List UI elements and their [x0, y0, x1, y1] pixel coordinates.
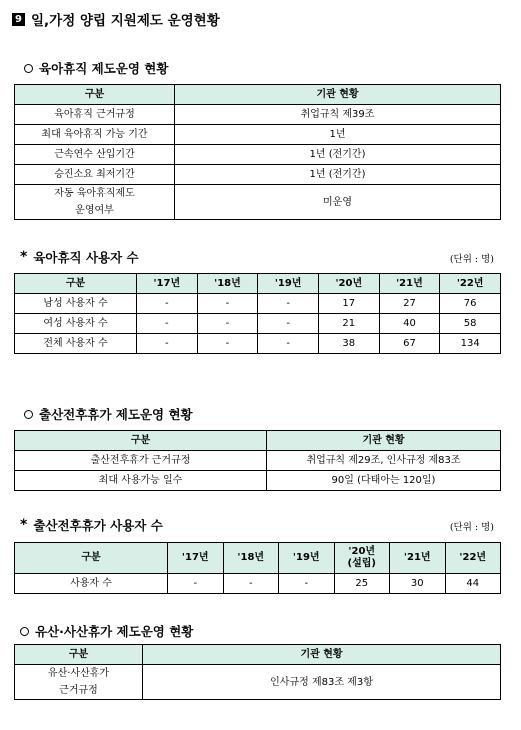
table-cell: - [223, 574, 279, 594]
table-cell: 최대 육아휴직 가능 기간 [15, 125, 175, 145]
table-cell: 최대 사용가능 일수 [15, 471, 267, 491]
table-cell: 남성 사용자 수 [15, 294, 137, 314]
maternity-leave-users-heading [20, 516, 163, 534]
table-cell: - [258, 314, 319, 334]
table-cell: 134 [440, 334, 501, 354]
parental-leave-users-heading [20, 248, 139, 266]
column-header: 구분 [15, 431, 267, 451]
table-header-row [15, 543, 501, 574]
table-cell: 38 [318, 334, 379, 354]
section-heading-text: 출산전후휴가 제도운영 현황 [39, 407, 193, 422]
table-row [15, 105, 501, 125]
table-cell: 유산·사산휴가 근거규정 [15, 665, 143, 700]
table-cell: 취업규칙 제29조, 인사규정 제83조 [267, 451, 501, 471]
table-cell: 근속연수 산입기간 [15, 145, 175, 165]
circle-bullet-icon [24, 64, 33, 73]
table-cell: 전체 사용자 수 [15, 334, 137, 354]
parental-leave-policy-table [14, 84, 501, 220]
table-cell: 1년 [175, 125, 501, 145]
column-header: 기관 현황 [267, 431, 501, 451]
table-cell: 육아휴직 근거규정 [15, 105, 175, 125]
table-cell: - [137, 294, 198, 314]
table-cell: - [279, 574, 335, 594]
asterisk-bullet-icon: * [20, 517, 28, 533]
table-cell: 출산전후휴가 근거규정 [15, 451, 267, 471]
column-header: '20년 [318, 274, 379, 294]
table-row [15, 574, 501, 594]
column-header: '18년 [223, 543, 279, 574]
table-cell: 사용자 수 [15, 574, 168, 594]
circle-bullet-icon [24, 410, 33, 419]
column-header: '21년 [379, 274, 440, 294]
unit-label: (단위 : 명) [449, 522, 494, 533]
table-cell: 40 [379, 314, 440, 334]
asterisk-bullet-icon: * [20, 249, 28, 265]
section-heading-text: 육아휴직 제도운영 현황 [39, 61, 169, 76]
column-header: 구분 [15, 274, 137, 294]
table-row [15, 334, 501, 354]
table-row [15, 165, 501, 185]
maternity-leave-users-table [14, 542, 501, 594]
column-header: 기관 현황 [143, 645, 501, 665]
table-cell: - [137, 334, 198, 354]
column-header: '19년 [279, 543, 335, 574]
page-title-text: 일,가정 양립 지원제도 운영현황 [31, 13, 220, 29]
column-header: 구분 [15, 543, 168, 574]
parental-leave-users-table [14, 273, 501, 354]
section-heading-text: 출산전후휴가 사용자 수 [33, 518, 163, 533]
parental-leave-policy-heading [24, 59, 168, 77]
table-cell: 1년 (전기간) [175, 165, 501, 185]
column-header: '19년 [258, 274, 319, 294]
table-cell: - [197, 334, 258, 354]
table-cell: 미운영 [175, 185, 501, 220]
table-cell: - [168, 574, 224, 594]
stillbirth-leave-policy-table [14, 644, 501, 700]
table-cell: 인사규정 제83조 제3항 [143, 665, 501, 700]
table-row [15, 451, 501, 471]
table-cell: 승진소요 최저기간 [15, 165, 175, 185]
table-cell: 25 [334, 574, 390, 594]
table-cell: - [258, 334, 319, 354]
table-row [15, 471, 501, 491]
table-cell: 1년 (전기간) [175, 145, 501, 165]
section-number-badge: 9 [12, 13, 25, 26]
table-cell: 67 [379, 334, 440, 354]
section-heading-text: 육아휴직 사용자 수 [33, 250, 139, 265]
column-header: '22년 [440, 274, 501, 294]
column-header: '18년 [197, 274, 258, 294]
table-cell: - [258, 294, 319, 314]
column-header: '17년 [137, 274, 198, 294]
table-cell: 여성 사용자 수 [15, 314, 137, 334]
table-header-row [15, 85, 501, 105]
table-row [15, 185, 501, 220]
table-cell: 44 [445, 574, 501, 594]
table-row [15, 145, 501, 165]
section-heading-text: 유산·사산휴가 제도운영 현황 [35, 624, 194, 639]
table-cell: - [197, 294, 258, 314]
table-cell: 58 [440, 314, 501, 334]
circle-bullet-icon [20, 627, 29, 636]
table-header-row [15, 274, 501, 294]
column-header: '17년 [168, 543, 224, 574]
table-cell: 27 [379, 294, 440, 314]
table-cell: 17 [318, 294, 379, 314]
table-cell: 자동 육아휴직제도 운영여부 [15, 185, 175, 220]
column-header: 구분 [15, 645, 143, 665]
table-cell: - [197, 314, 258, 334]
maternity-leave-policy-table [14, 430, 501, 491]
column-header: '21년 [390, 543, 446, 574]
table-cell: 취업규칙 제39조 [175, 105, 501, 125]
column-header: 구분 [15, 85, 175, 105]
table-row [15, 665, 501, 700]
table-row [15, 294, 501, 314]
table-row [15, 125, 501, 145]
maternity-leave-policy-heading [24, 405, 193, 423]
table-cell: 90일 (다태아는 120일) [267, 471, 501, 491]
unit-label: (단위 : 명) [449, 254, 494, 265]
column-header: '22년 [445, 543, 501, 574]
table-header-row [15, 431, 501, 451]
stillbirth-leave-policy-heading [20, 622, 193, 640]
table-row [15, 314, 501, 334]
column-header: 기관 현황 [175, 85, 501, 105]
table-cell: 30 [390, 574, 446, 594]
table-cell: - [137, 314, 198, 334]
table-header-row [15, 645, 501, 665]
table-cell: 21 [318, 314, 379, 334]
page-title [12, 9, 220, 29]
column-header: '20년 (설립) [334, 543, 390, 574]
table-cell: 76 [440, 294, 501, 314]
